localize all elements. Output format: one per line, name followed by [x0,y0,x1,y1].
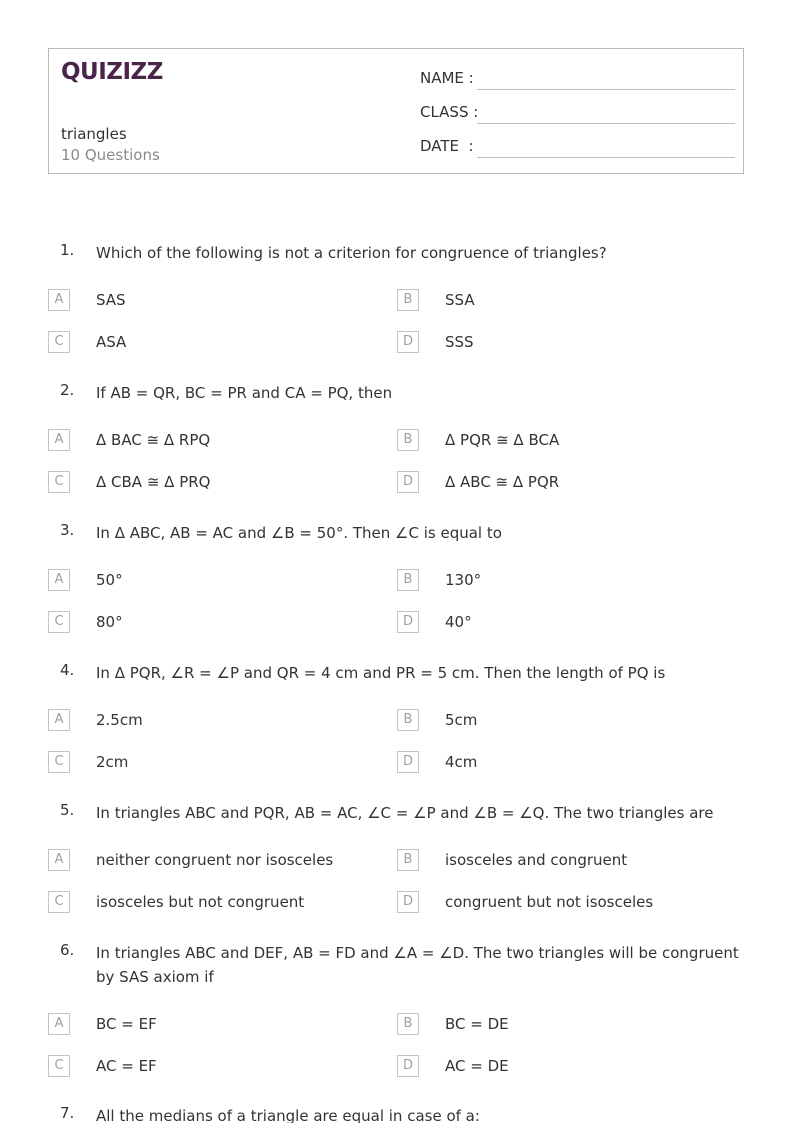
option-letter-box: D [397,1055,419,1077]
option-text: neither congruent nor isosceles [96,851,334,869]
option-letter-box: C [48,611,70,633]
option-text: Δ ABC ≅ Δ PQR [445,473,560,491]
question-text: In Δ ABC, AB = AC and ∠B = 50°. Then ∠C is equal to [96,524,502,542]
option-letter-box: B [397,849,419,871]
quizizz-logo: QUIZIZZ [61,59,163,85]
option-letter-box: A [48,849,70,871]
question-number: 2. [60,381,75,399]
option-letter-box: B [397,289,419,311]
option-letter-box: D [397,751,419,773]
option-letter-box: D [397,331,419,353]
question-text: In triangles ABC and DEF, AB = FD and ∠A = ∠D. The two triangles will be congruent by SAS axiom if [96,944,739,986]
question-text: In Δ PQR, ∠R = ∠P and QR = 4 cm and PR = 5 cm. Then the length of PQ is [96,664,666,682]
option-letter-box: A [48,1013,70,1035]
option-text: AC = EF [96,1057,157,1075]
option-letter-box: A [48,709,70,731]
option-text: BC = EF [96,1015,157,1033]
date-line [477,157,735,158]
question-count: 10 Questions [61,146,160,164]
name-field [420,69,735,91]
option-text: 130° [445,571,482,589]
option-text: congruent but not isosceles [445,893,654,911]
option-text: 80° [96,613,123,631]
option-text: isosceles but not congruent [96,893,305,911]
option-letter-box: C [48,471,70,493]
option-letter-box: A [48,429,70,451]
question-text: In triangles ABC and PQR, AB = AC, ∠C = ∠P and ∠B = ∠Q. The two triangles are [96,804,714,822]
option-letter-box: C [48,1055,70,1077]
worksheet-title: triangles [61,125,127,143]
option-letter-box: C [48,751,70,773]
option-letter-box: D [397,611,419,633]
option-letter-box: B [397,569,419,591]
date-label: DATE : [420,137,474,155]
option-text: ASA [96,333,127,351]
question-number: 1. [60,241,75,259]
option-letter-box: B [397,1013,419,1035]
class-line [477,123,735,124]
option-text: 5cm [445,711,478,729]
question-text: Which of the following is not a criterion for congruence of triangles? [96,244,607,262]
name-line [477,89,735,90]
option-text: isosceles and congruent [445,851,628,869]
question-number: 6. [60,941,75,959]
option-text: 50° [96,571,123,589]
option-text: AC = DE [445,1057,509,1075]
question-number: 5. [60,801,75,819]
option-letter-box: A [48,569,70,591]
option-letter-box: A [48,289,70,311]
option-letter-box: B [397,429,419,451]
option-text: SAS [96,291,126,309]
option-text: 4cm [445,753,478,771]
option-text: 2.5cm [96,711,143,729]
question-number: 4. [60,661,75,679]
option-text: SSS [445,333,474,351]
question-text: All the medians of a triangle are equal in case of a: [96,1107,480,1123]
option-text: Δ PQR ≅ Δ BCA [445,431,560,449]
option-text: Δ BAC ≅ Δ RPQ [96,431,211,449]
option-letter-box: D [397,471,419,493]
option-text: BC = DE [445,1015,509,1033]
date-field [420,137,735,159]
class-field [420,103,735,125]
class-label: CLASS : [420,103,479,121]
option-letter-box: B [397,709,419,731]
option-letter-box: D [397,891,419,913]
option-letter-box: C [48,891,70,913]
option-text: 40° [445,613,472,631]
question-7 [48,1104,744,1123]
option-text: Δ CBA ≅ Δ PRQ [96,473,211,491]
option-letter-box: C [48,331,70,353]
name-label: NAME : [420,69,474,87]
option-text: 2cm [96,753,129,771]
question-number: 7. [60,1104,75,1122]
question-number: 3. [60,521,75,539]
question-text: If AB = QR, BC = PR and CA = PQ, then [96,384,393,402]
option-text: SSA [445,291,475,309]
worksheet-header [48,48,744,174]
